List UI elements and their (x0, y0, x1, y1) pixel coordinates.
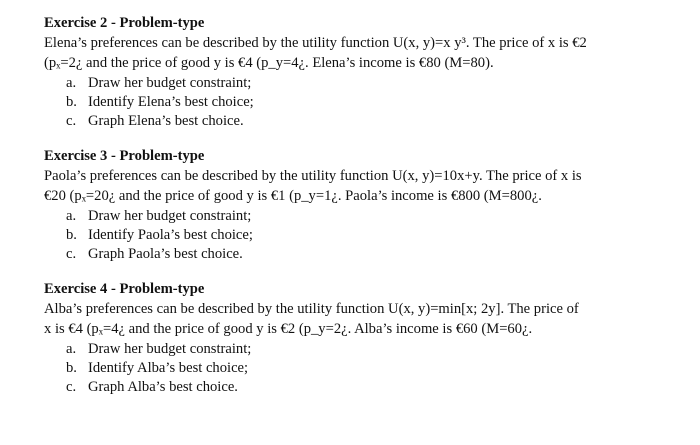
exercise-title: Exercise 3 - Problem-type (44, 148, 205, 164)
statement-line: (pₓ=2¿ and the price of good y is €4 (p_y=4¿. Elena’s income is €80 (M=80). (44, 55, 494, 71)
task-list (44, 339, 676, 396)
list-marker: a. (66, 75, 77, 91)
exercise-title: Exercise 2 - Problem-type (44, 15, 205, 31)
list-marker: a. (66, 341, 77, 357)
list-marker: c. (66, 113, 77, 129)
task-text: Draw her budget constraint; (88, 75, 252, 91)
list-item (66, 111, 676, 130)
statement-line: Alba’s preferences can be described by the utility function U(x, y)=min[x; 2y]. The price of (44, 301, 579, 317)
task-text: Identify Elena’s best choice; (88, 94, 254, 110)
list-marker: b. (66, 227, 77, 243)
list-marker: b. (66, 360, 77, 376)
task-text: Draw her budget constraint; (88, 341, 252, 357)
list-item (66, 73, 676, 92)
task-text: Graph Elena’s best choice. (88, 113, 244, 129)
list-marker: c. (66, 379, 77, 395)
task-text: Graph Paola’s best choice. (88, 246, 243, 262)
exercise-statement (44, 166, 676, 206)
exercise-statement (44, 33, 676, 73)
list-item (66, 225, 676, 244)
list-item (66, 244, 676, 263)
list-marker: a. (66, 208, 77, 224)
exercise-statement (44, 299, 676, 339)
statement-line: Paola’s preferences can be described by the utility function U(x, y)=10x+y. The price of x is (44, 168, 582, 184)
statement-line: Elena’s preferences can be described by the utility function U(x, y)=x y³. The price of x is €2 (44, 35, 587, 51)
task-list (44, 73, 676, 130)
list-marker: b. (66, 94, 77, 110)
list-item (66, 339, 676, 358)
task-text: Graph Alba’s best choice. (88, 379, 238, 395)
task-text: Draw her budget constraint; (88, 208, 252, 224)
list-item (66, 92, 676, 111)
exercise-3 (44, 146, 676, 263)
list-marker: c. (66, 246, 77, 262)
statement-line: €20 (pₓ=20¿ and the price of good y is €1 (p_y=1¿. Paola’s income is €800 (M=800¿. (44, 188, 542, 204)
task-text: Identify Paola’s best choice; (88, 227, 253, 243)
task-list (44, 206, 676, 263)
list-item (66, 377, 676, 396)
exercise-title: Exercise 4 - Problem-type (44, 281, 205, 297)
exercise-4 (44, 279, 676, 396)
exercise-2 (44, 13, 676, 130)
list-item (66, 206, 676, 225)
task-text: Identify Alba’s best choice; (88, 360, 249, 376)
statement-line: x is €4 (pₓ=4¿ and the price of good y is €2 (p_y=2¿. Alba’s income is €60 (M=60¿. (44, 321, 533, 337)
list-item (66, 358, 676, 377)
